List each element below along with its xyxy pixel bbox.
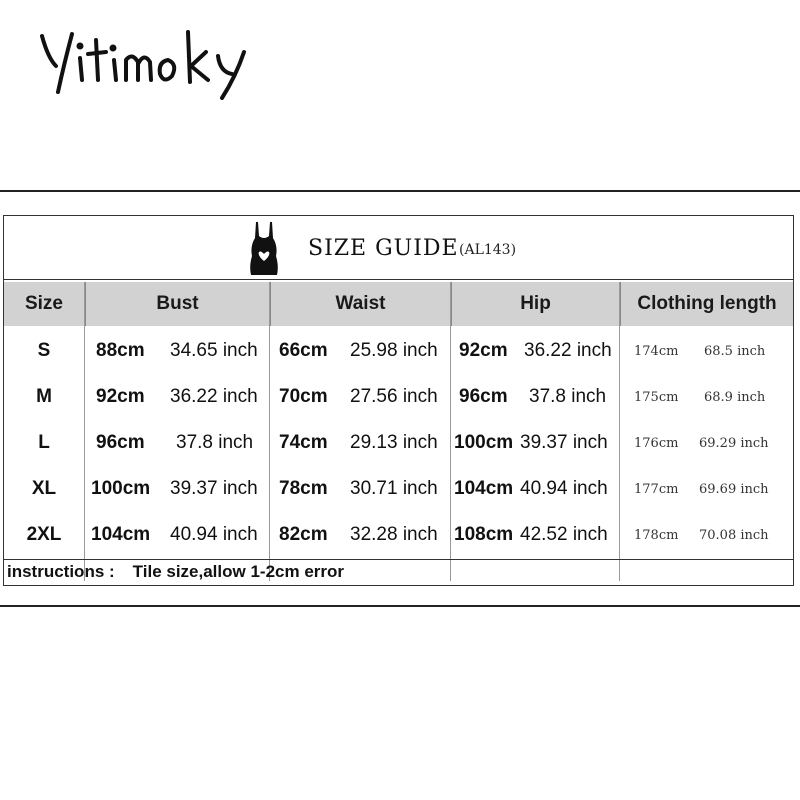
column-divider [84,282,85,581]
size-label: XL [31,478,57,499]
waist-cm: 78cm [279,478,328,499]
waist-inch: 30.71 inch [350,478,438,499]
waist-inch: 27.56 inch [350,386,438,407]
length-inch: 69.29 inch [699,435,769,451]
waist-cm: 70cm [279,386,328,407]
column-divider [619,282,620,581]
bust-cm: 100cm [91,478,151,499]
bust-inch: 40.94 inch [170,524,258,545]
length-inch: 68.9 inch [704,389,766,405]
bust-cm: 92cm [96,386,145,407]
column-header-waist: Waist [270,282,450,326]
instructions-note [7,561,344,583]
footer-divider [4,559,793,560]
camisole-heart-icon [247,220,281,276]
length-inch: 68.5 inch [704,343,766,359]
size-guide-code: (AL143) [459,242,517,258]
waist-cm: 74cm [279,432,328,453]
column-header-size: Size [4,282,84,326]
waist-inch: 32.28 inch [350,524,438,545]
size-label: M [36,386,52,407]
column-header-bust: Bust [85,282,269,326]
hip-cm: 96cm [459,386,508,407]
hip-inch: 36.22 inch [524,340,612,361]
hip-cm: 92cm [459,340,508,361]
hip-cm: 100cm [454,432,514,453]
length-cm: 175cm [634,389,679,405]
bust-cm: 96cm [96,432,145,453]
hip-inch: 37.8 inch [529,386,607,407]
size-guide-title: SIZE GUIDE [308,236,459,261]
waist-cm: 66cm [279,340,328,361]
length-cm: 174cm [634,343,679,359]
waist-cm: 82cm [279,524,328,545]
hip-inch: 39.37 inch [520,432,608,453]
hip-inch: 42.52 inch [520,524,608,545]
size-label: S [37,340,51,361]
size-guide-table [3,215,794,586]
length-cm: 178cm [634,527,679,543]
length-cm: 177cm [634,481,679,497]
bottom-divider [0,605,800,607]
instructions-label: instructions : [7,562,115,581]
hip-cm: 104cm [454,478,514,499]
column-header-clothing-length: Clothing length [620,282,793,326]
column-divider [269,282,270,581]
bust-cm: 88cm [96,340,145,361]
column-divider [450,282,451,581]
length-inch: 69.69 inch [699,481,769,497]
length-inch: 70.08 inch [699,527,769,543]
size-label: 2XL [26,524,62,545]
bust-cm: 104cm [91,524,151,545]
size-label: L [38,432,50,453]
hip-inch: 40.94 inch [520,478,608,499]
brand-logo-script [36,14,256,104]
brand-logo [36,14,256,104]
length-cm: 176cm [634,435,679,451]
bust-inch: 37.8 inch [176,432,254,453]
instructions-text: Tile size,allow 1-2cm error [132,562,345,581]
hip-cm: 108cm [454,524,514,545]
column-header-hip: Hip [451,282,619,326]
bust-inch: 39.37 inch [170,478,258,499]
bust-inch: 36.22 inch [170,386,258,407]
waist-inch: 29.13 inch [350,432,438,453]
top-divider [0,190,800,192]
waist-inch: 25.98 inch [350,340,438,361]
bust-inch: 34.65 inch [170,340,258,361]
size-guide-header [4,216,793,280]
